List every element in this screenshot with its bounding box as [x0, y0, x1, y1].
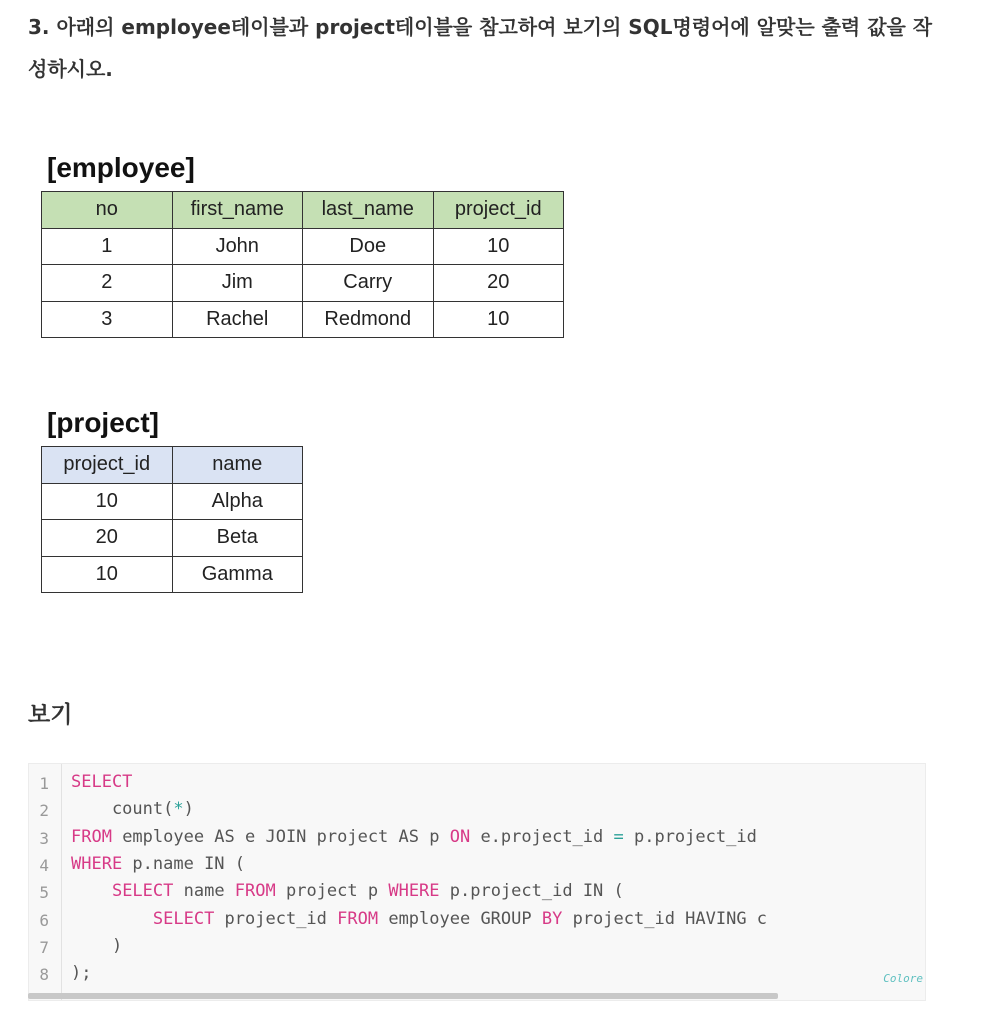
employee-table-cell: Carry	[303, 265, 434, 302]
employee-table-cell: 2	[42, 265, 173, 302]
employee-table-cell: 10	[433, 228, 564, 265]
line-number: 7	[39, 937, 49, 957]
employee-table	[41, 191, 564, 338]
employee-table-cell: 1	[42, 228, 173, 265]
employee-table-body	[42, 228, 564, 338]
employee-table-cell: John	[172, 228, 303, 265]
employee-header-cell: last_name	[303, 192, 434, 229]
project-header-row	[42, 447, 303, 484]
code-token: *	[173, 799, 184, 820]
line-number: 4	[39, 855, 49, 875]
code-token: );	[71, 963, 92, 984]
line-number-gutter	[29, 764, 62, 1000]
code-line	[71, 772, 132, 792]
line-number: 3	[39, 828, 49, 848]
code-block[interactable]	[28, 763, 926, 1001]
code-token: )	[183, 799, 194, 820]
code-token: p.name IN (	[122, 853, 246, 874]
code-token: SELECT	[111, 881, 174, 902]
code-token	[71, 881, 112, 901]
code-line	[71, 799, 194, 819]
employee-header-cell: first_name	[172, 192, 303, 229]
employee-table-cell: 10	[433, 301, 564, 338]
employee-table-cell: Redmond	[303, 301, 434, 338]
employee-header-cell: no	[42, 192, 173, 229]
code-token: =	[613, 826, 624, 847]
code-token: name	[173, 881, 235, 902]
code-token: count(	[71, 799, 174, 820]
employee-table-row	[42, 265, 564, 302]
code-token: e.project_id	[470, 826, 614, 847]
project-table-cell: 10	[42, 556, 173, 593]
employee-table-cell: 3	[42, 301, 173, 338]
code-line	[71, 881, 624, 901]
code-token: )	[71, 935, 123, 956]
line-number: 5	[39, 883, 49, 903]
code-token: project_id	[214, 908, 338, 929]
code-token: FROM	[71, 826, 112, 847]
employee-header-cell: project_id	[433, 192, 564, 229]
project-header-cell: name	[172, 447, 303, 484]
project-table-cell: Alpha	[172, 483, 303, 520]
question-text: 3. 아래의 employee테이블과 project테이블을 참고하여 보기의 SQL명령어에 알맞는 출력 값을 작성하시오.	[28, 15, 933, 81]
code-token: SELECT	[152, 908, 215, 929]
project-table-cell: Gamma	[172, 556, 303, 593]
project-table	[41, 446, 303, 593]
code-token: project p	[275, 881, 389, 902]
code-line	[71, 936, 122, 956]
employee-table-row	[42, 301, 564, 338]
code-token: FROM	[234, 881, 276, 902]
horizontal-scrollbar[interactable]	[28, 993, 778, 999]
project-table-cell: 10	[42, 483, 173, 520]
code-token: WHERE	[388, 881, 440, 902]
code-token: FROM	[337, 908, 379, 929]
project-table-cell: Beta	[172, 520, 303, 557]
code-token: WHERE	[71, 853, 123, 874]
employee-table-cell: Doe	[303, 228, 434, 265]
line-number: 2	[39, 801, 49, 821]
code-line	[71, 854, 245, 874]
employee-header-row	[42, 192, 564, 229]
project-table-row	[42, 556, 303, 593]
code-token: project_id HAVING c	[562, 908, 768, 929]
employee-table-caption: [employee]	[47, 152, 195, 183]
employee-table-cell: 20	[433, 265, 564, 302]
project-table-caption: [project]	[47, 407, 159, 438]
project-header-cell: project_id	[42, 447, 173, 484]
employee-table-cell: Rachel	[172, 301, 303, 338]
employee-table-cell: Jim	[172, 265, 303, 302]
example-section-title: 보기	[28, 702, 73, 728]
project-table-row	[42, 520, 303, 557]
code-token: p.project_id	[623, 826, 757, 847]
project-table-row	[42, 483, 303, 520]
code-token: employee GROUP	[378, 908, 542, 929]
line-number: 8	[39, 965, 49, 985]
code-token: ON	[449, 826, 471, 847]
employee-table-row	[42, 228, 564, 265]
code-brand-label: Colore	[883, 972, 923, 985]
code-token: employee AS e JOIN project AS p	[111, 826, 450, 847]
code-line	[71, 909, 767, 929]
line-number: 1	[39, 774, 49, 793]
project-table-cell: 20	[42, 520, 173, 557]
project-table-body	[42, 483, 303, 593]
code-line	[71, 827, 757, 847]
line-number: 6	[39, 910, 49, 930]
code-token	[71, 909, 153, 929]
code-token: BY	[541, 908, 563, 929]
code-token: SELECT	[71, 772, 133, 792]
code-token: p.project_id IN (	[439, 881, 624, 902]
code-line	[71, 963, 91, 983]
